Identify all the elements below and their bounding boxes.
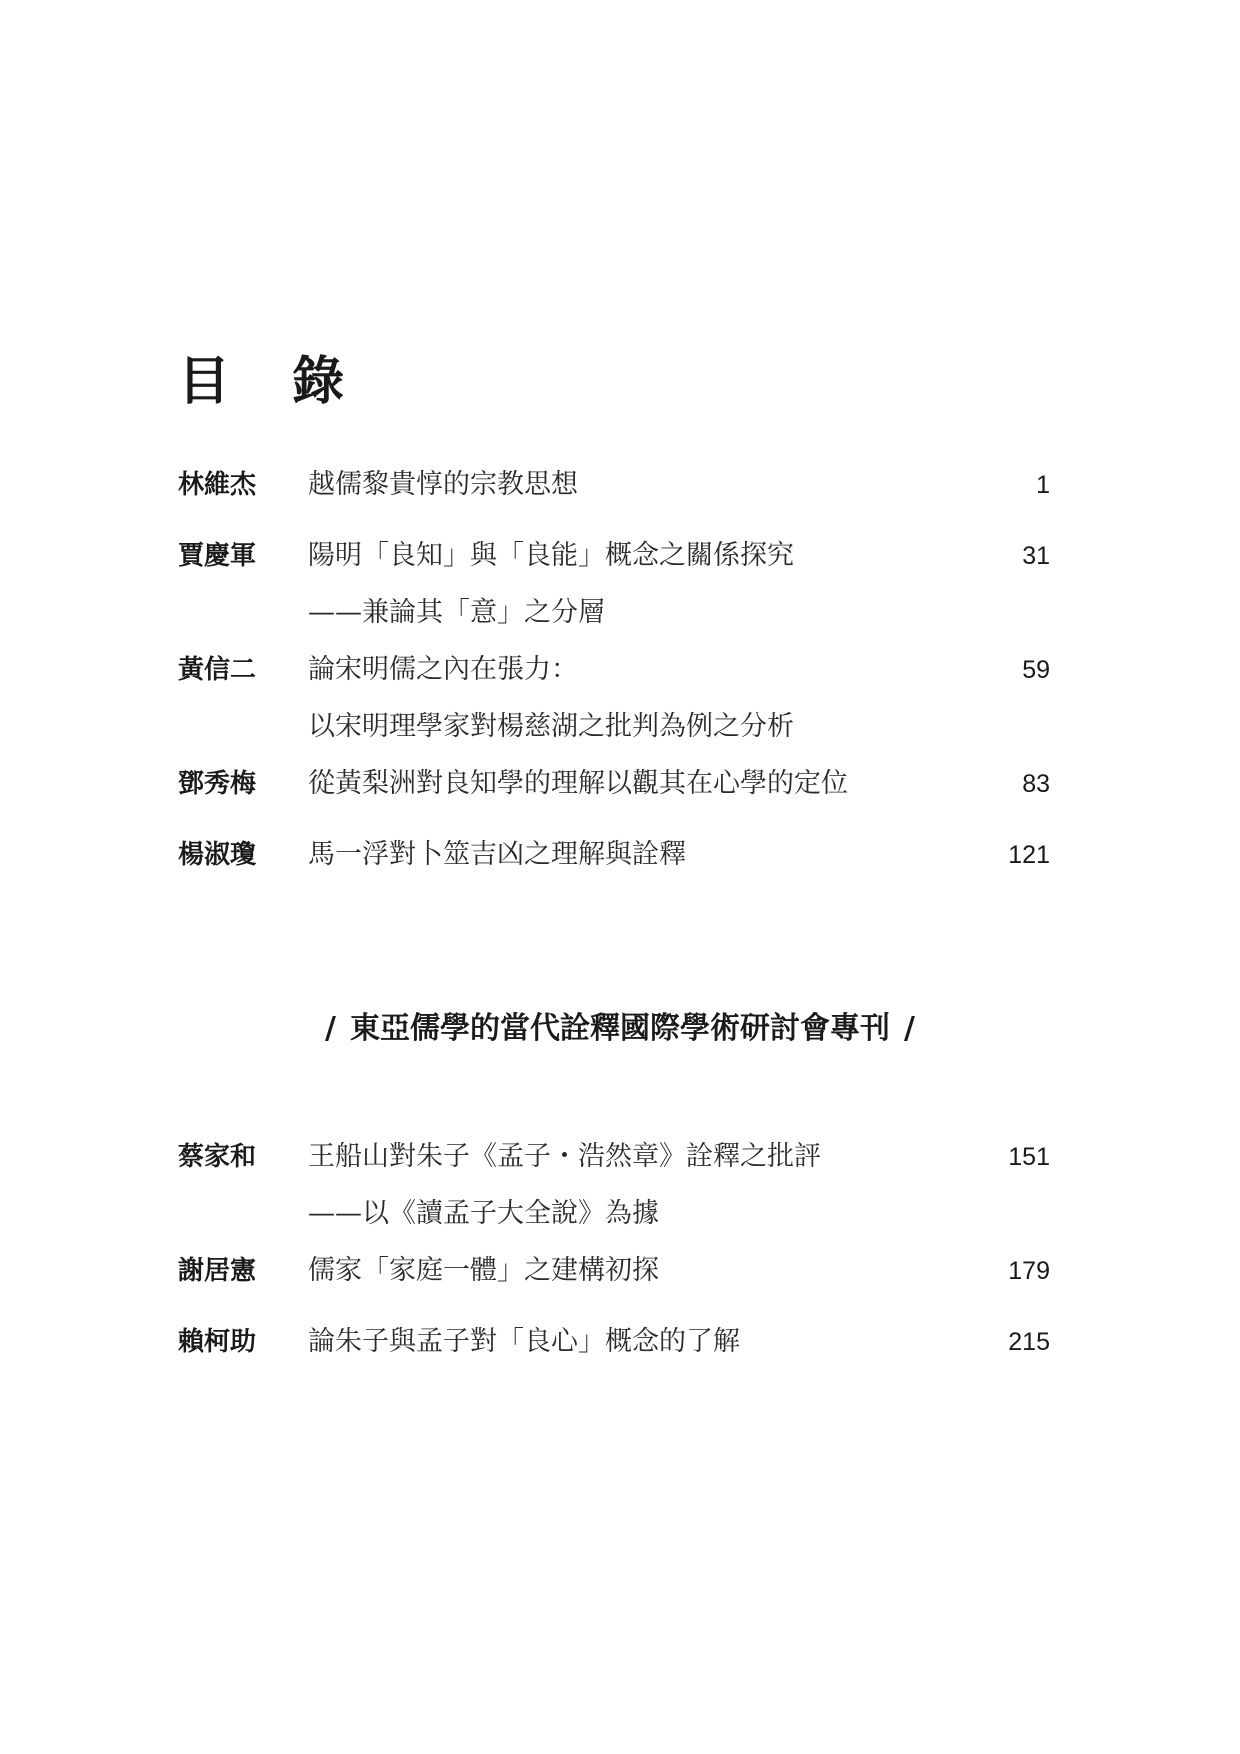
entry-author: 賈慶軍 bbox=[178, 541, 257, 571]
entry-author: 黃信二 bbox=[178, 655, 257, 685]
entry-title: 論宋明儒之內在張力： bbox=[308, 654, 578, 685]
heading-slash-left: / bbox=[325, 1011, 336, 1046]
entry-page-number: 59 bbox=[1022, 656, 1050, 684]
entry-subtitle: 以宋明理學家對楊慈湖之批判為例之分析 bbox=[308, 711, 794, 742]
entry-title: 陽明「良知」與「良能」概念之關係探究 bbox=[308, 540, 794, 571]
entry-page-number: 1 bbox=[1036, 471, 1050, 499]
heading-slash-right: / bbox=[904, 1011, 915, 1046]
entry-page-number: 179 bbox=[1008, 1257, 1050, 1285]
entry-author: 鄧秀梅 bbox=[178, 769, 257, 799]
entry-author: 楊淑瓊 bbox=[178, 840, 257, 870]
entry-author: 林維杰 bbox=[178, 470, 257, 500]
entry-title: 從黃梨洲對良知學的理解以觀其在心學的定位 bbox=[308, 768, 848, 799]
entry-title: 儒家「家庭一體」之建構初探 bbox=[308, 1255, 659, 1286]
entry-title: 越儒黎貴惇的宗教思想 bbox=[308, 469, 578, 500]
special-issue-heading bbox=[0, 1007, 1240, 1051]
entry-page-number: 31 bbox=[1022, 542, 1050, 570]
special-issue-title: 東亞儒學的當代詮釋國際學術研討會專刊 bbox=[350, 1011, 890, 1046]
entry-page-number: 151 bbox=[1008, 1143, 1050, 1171]
entry-page-number: 215 bbox=[1008, 1328, 1050, 1356]
entry-title: 王船山對朱子《孟子・浩然章》詮釋之批評 bbox=[308, 1141, 821, 1172]
entry-author: 蔡家和 bbox=[178, 1142, 257, 1172]
page-title: 目 錄 bbox=[178, 352, 367, 412]
entry-author: 謝居憲 bbox=[178, 1256, 257, 1286]
entry-title: 論朱子與孟子對「良心」概念的了解 bbox=[308, 1326, 740, 1357]
entry-subtitle: ——兼論其「意」之分層 bbox=[308, 597, 605, 628]
entry-title: 馬一浮對卜筮吉凶之理解與詮釋 bbox=[308, 839, 686, 870]
entry-author: 賴柯助 bbox=[178, 1327, 257, 1357]
entry-page-number: 121 bbox=[1008, 841, 1050, 869]
entry-page-number: 83 bbox=[1022, 770, 1050, 798]
entry-subtitle: ——以《讀孟子大全說》為據 bbox=[308, 1198, 659, 1229]
